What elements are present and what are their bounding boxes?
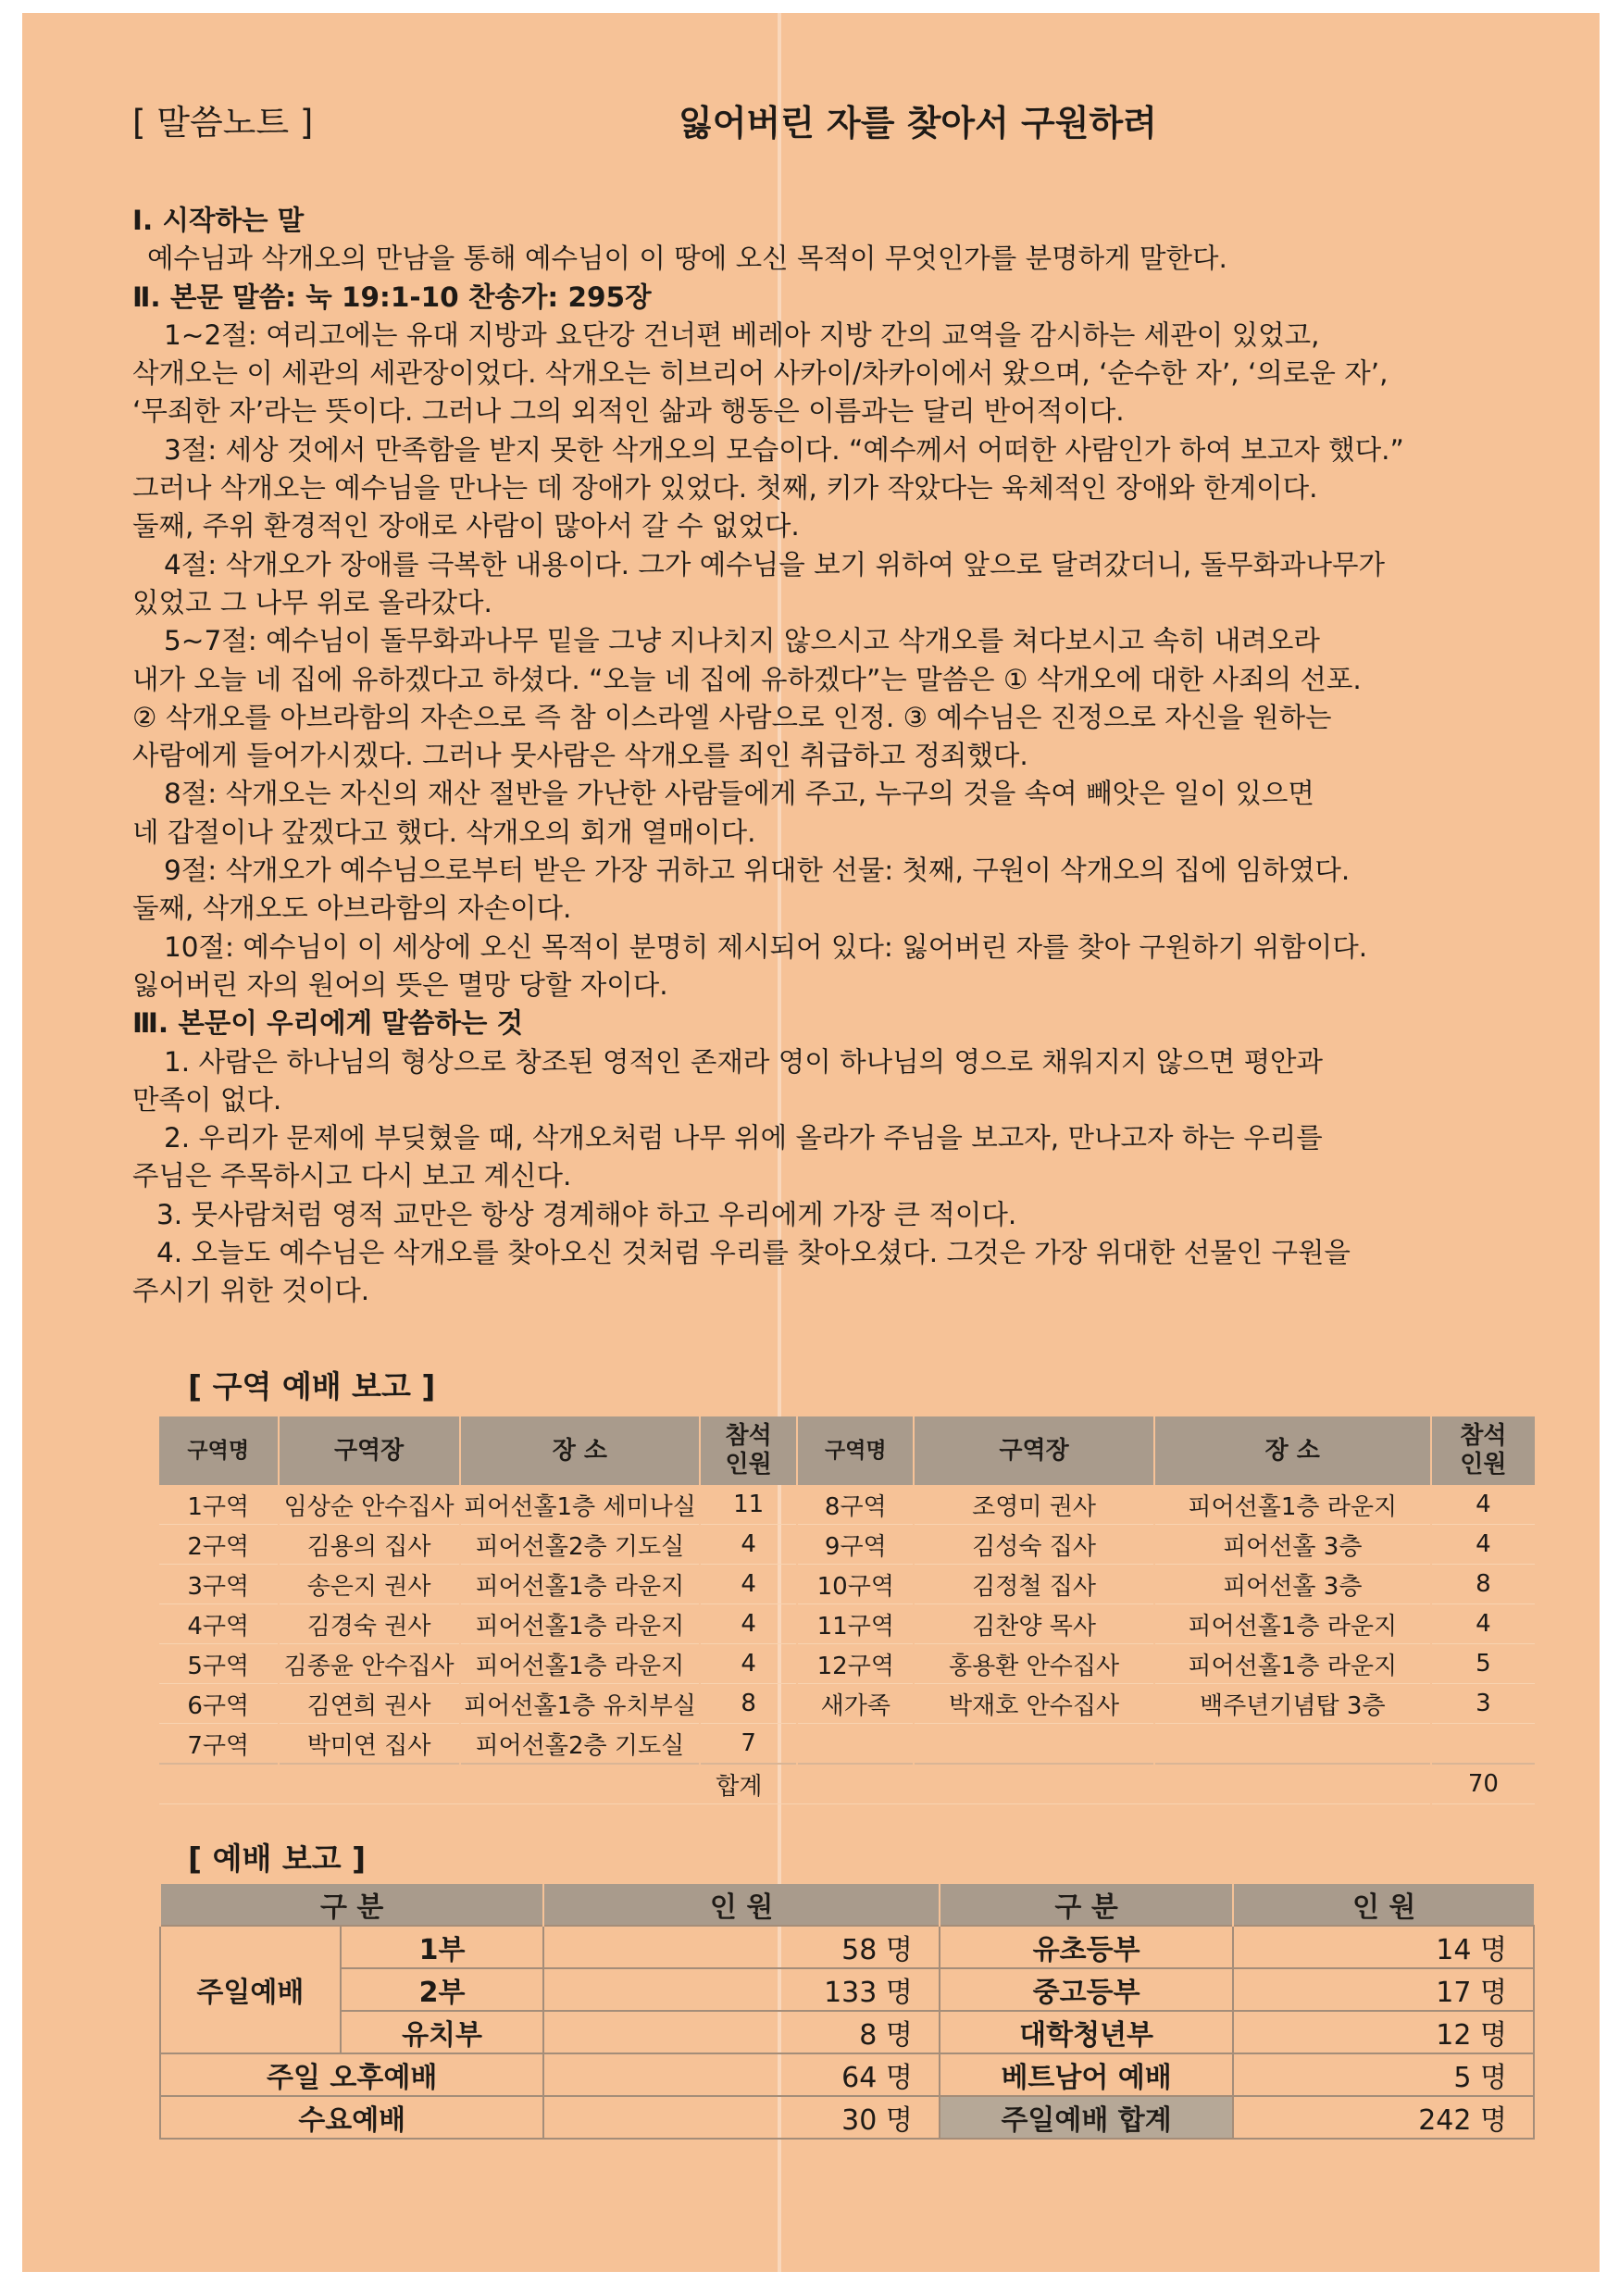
wednesday-worship-count: 30 명 — [543, 2096, 939, 2139]
section-heading: Ⅰ. 시작하는 말 — [132, 205, 305, 236]
table-row — [159, 1525, 1535, 1565]
col-district: 구역명 — [159, 1416, 279, 1485]
sermon-line: 10절: 예수님이 이 세상에 오신 목적이 분명히 제시되어 있다: 잃어버린 자를 찾아 구원하기 위함이다. — [164, 930, 1368, 963]
district-place: 피어선홀 3층 — [1154, 1565, 1431, 1604]
district-attendance: 4 — [1431, 1485, 1535, 1525]
sermon-line: 9절: 삭개오가 예수님으로부터 받은 가장 귀하고 위대한 선물: 첫째, 구원이 삭개오의 집에 임하였다. — [164, 855, 1351, 887]
district-name: 12구역 — [797, 1644, 914, 1684]
sermon-line: 8절: 삭개오는 자신의 재산 절반을 가난한 사람들에게 주고, 누구의 것을 속여 빼앗은 일이 있으면 — [164, 778, 1314, 810]
district-attendance: 4 — [700, 1644, 797, 1684]
district-name: 1구역 — [159, 1485, 279, 1525]
afternoon-worship-count: 64 명 — [543, 2053, 939, 2096]
sermon-line: 4절: 삭개오가 장애를 극복한 내용이다. 그가 예수님을 보기 위하여 앞으로 달려갔더니, 돌무화과나무가 — [164, 548, 1385, 580]
table-row — [159, 1644, 1535, 1684]
district-leader: 김연희 권사 — [279, 1684, 460, 1724]
col-category-right: 구 분 — [940, 1884, 1234, 1926]
table-row — [160, 1968, 1534, 2011]
district-attendance: 4 — [1431, 1604, 1535, 1644]
sermon-line: ‘무죄한 자’라는 뜻이다. 그러나 그의 외적인 삶과 행동은 이름과는 달리 반어적이다. — [132, 395, 1125, 428]
service-count: 133 명 — [543, 1968, 939, 2011]
district-attendance: 4 — [700, 1565, 797, 1604]
district-leader: 홍용환 안수집사 — [914, 1644, 1153, 1684]
district-place — [1154, 1724, 1431, 1765]
dept-label: 유초등부 — [940, 1926, 1234, 1968]
district-attendance: 7 — [700, 1724, 797, 1765]
district-place: 피어선홀2층 기도실 — [460, 1724, 700, 1765]
sermon-line: 주시기 위한 것이다. — [132, 1275, 370, 1307]
sunday-total-label: 주일예배 합계 — [940, 2096, 1234, 2139]
district-place: 백주년기념탑 3층 — [1154, 1684, 1431, 1724]
table-row — [160, 2011, 1534, 2053]
col-attendance: 참석 인원 — [700, 1416, 797, 1485]
sermon-line: 내가 오늘 네 집에 유하겠다고 하셨다. “오늘 네 집에 유하겠다”는 말씀은 ① 삭개오에 대한 사죄의 선포. — [132, 663, 1362, 695]
district-place: 피어선홀1층 세미나실 — [460, 1485, 700, 1525]
district-header-row — [159, 1416, 1535, 1485]
district-name — [797, 1724, 914, 1765]
col-leader: 구역장 — [279, 1416, 460, 1485]
section-heading: Ⅲ. 본문이 우리에게 말씀하는 것 — [132, 1007, 524, 1040]
district-attendance: 8 — [700, 1684, 797, 1724]
col-place: 장 소 — [460, 1416, 700, 1485]
col-leader: 구역장 — [914, 1416, 1153, 1485]
service-count: 8 명 — [543, 2011, 939, 2053]
table-row — [160, 1926, 1534, 1968]
district-attendance — [1431, 1724, 1535, 1765]
district-leader: 김경숙 권사 — [279, 1604, 460, 1644]
district-place: 피어선홀1층 라운지 — [1154, 1604, 1431, 1644]
district-name: 5구역 — [159, 1644, 279, 1684]
district-attendance: 8 — [1431, 1565, 1535, 1604]
col-attendance: 참석 인원 — [1431, 1416, 1535, 1485]
table-row — [160, 2053, 1534, 2096]
service-label: 2부 — [341, 1968, 544, 2011]
page-header — [132, 94, 1521, 150]
header-tag: [ 말씀노트 ] — [132, 103, 314, 143]
worship-report-table — [159, 1884, 1535, 2140]
sermon-line: 만족이 없다. — [132, 1083, 282, 1116]
district-name: 9구역 — [797, 1525, 914, 1565]
district-leader: 김찬양 목사 — [914, 1604, 1153, 1644]
district-leader: 박재호 안수집사 — [914, 1684, 1153, 1724]
sermon-line: 주님은 주목하시고 다시 보고 계신다. — [132, 1160, 572, 1192]
district-place: 피어선홀1층 라운지 — [1154, 1644, 1431, 1684]
table-row — [159, 1485, 1535, 1525]
col-count-right: 인 원 — [1233, 1884, 1534, 1926]
district-name: 11구역 — [797, 1604, 914, 1644]
sermon-line: 둘째, 주위 환경적인 장애로 사람이 많아서 갈 수 없었다. — [132, 510, 800, 543]
district-place: 피어선홀1층 라운지 — [460, 1644, 700, 1684]
district-attendance: 3 — [1431, 1684, 1535, 1724]
district-name: 3구역 — [159, 1565, 279, 1604]
district-attendance: 11 — [700, 1485, 797, 1525]
service-count: 58 명 — [543, 1926, 939, 1968]
service-label: 유치부 — [341, 2011, 544, 2053]
worship-header-row — [160, 1884, 1534, 1926]
col-district: 구역명 — [797, 1416, 914, 1485]
district-name: 10구역 — [797, 1565, 914, 1604]
sermon-line: 4. 오늘도 예수님은 삭개오를 찾아오신 것처럼 우리를 찾아오셨다. 그것은 가장 위대한 선물인 구원을 — [156, 1237, 1351, 1269]
sunday-total-count: 242 명 — [1233, 2096, 1534, 2139]
dept-label: 중고등부 — [940, 1968, 1234, 2011]
table-row — [160, 2096, 1534, 2139]
district-name: 4구역 — [159, 1604, 279, 1644]
district-place: 피어선홀1층 라운지 — [460, 1604, 700, 1644]
district-leader: 임상순 안수집사 — [279, 1485, 460, 1525]
sermon-line: 있었고 그 나무 위로 올라갔다. — [132, 586, 492, 618]
district-leader: 김정철 집사 — [914, 1565, 1153, 1604]
district-leader — [914, 1724, 1153, 1765]
table-row — [159, 1724, 1535, 1765]
section-heading: Ⅱ. 본문 말씀: 눅 19:1-10 찬송가: 295장 — [132, 281, 652, 313]
sermon-line: 5~7절: 예수님이 돌무화과나무 밑을 그냥 지나치지 않으시고 삭개오를 쳐다보시고 속히 내려오라 — [164, 625, 1320, 657]
service-label: 1부 — [341, 1926, 544, 1968]
district-report-table — [159, 1416, 1535, 1804]
district-name: 2구역 — [159, 1525, 279, 1565]
wednesday-worship-label: 수요예배 — [160, 2096, 543, 2139]
dept-label: 대학청년부 — [940, 2011, 1234, 2053]
district-place: 피어선홀1층 라운지 — [460, 1565, 700, 1604]
dept-count: 14 명 — [1233, 1926, 1534, 1968]
district-leader: 김종윤 안수집사 — [279, 1644, 460, 1684]
page-title: 잃어버린 자를 찾아서 구원하려 — [679, 103, 1157, 144]
sermon-line: 3. 뭇사람처럼 영적 교만은 항상 경계해야 하고 우리에게 가장 큰 적이다. — [156, 1198, 1017, 1230]
sermon-line: 예수님과 삭개오의 만남을 통해 예수님이 이 땅에 오신 목적이 무엇인가를 분명하게 말한다. — [147, 243, 1227, 275]
district-leader: 송은지 권사 — [279, 1565, 460, 1604]
afternoon-worship-label: 주일 오후예배 — [160, 2053, 543, 2096]
district-name: 6구역 — [159, 1684, 279, 1724]
dept-count: 12 명 — [1233, 2011, 1534, 2053]
district-leader: 김성숙 집사 — [914, 1525, 1153, 1565]
district-place: 피어선홀1층 유치부실 — [460, 1684, 700, 1724]
district-leader: 박미연 집사 — [279, 1724, 460, 1765]
district-attendance: 4 — [700, 1604, 797, 1644]
sermon-line: 그러나 삭개오는 예수님을 만나는 데 장애가 있었다. 첫째, 키가 작았다는 육체적인 장애와 한계이다. — [132, 472, 1318, 505]
district-attendance: 4 — [1431, 1525, 1535, 1565]
col-place: 장 소 — [1154, 1416, 1431, 1485]
sunday-worship-label: 주일예배 — [160, 1926, 341, 2053]
total-value: 70 — [1431, 1764, 1535, 1804]
district-leader: 조영미 권사 — [914, 1485, 1153, 1525]
dept-label: 베트남어 예배 — [940, 2053, 1234, 2096]
district-place: 피어선홀2층 기도실 — [460, 1525, 700, 1565]
total-row — [159, 1764, 1535, 1804]
sermon-line: 1. 사람은 하나님의 형상으로 창조된 영적인 존재라 영이 하나님의 영으로 채워지지 않으면 평안과 — [164, 1045, 1324, 1078]
sermon-line: 둘째, 삭개오도 아브라함의 자손이다. — [132, 892, 572, 925]
district-leader: 김용의 집사 — [279, 1525, 460, 1565]
district-place: 피어선홀1층 라운지 — [1154, 1485, 1431, 1525]
table-row — [159, 1604, 1535, 1644]
district-report-title: [ 구역 예배 보고 ] — [188, 1368, 436, 1404]
sermon-line: 잃어버린 자의 원어의 뜻은 멸망 당할 자이다. — [132, 968, 668, 1001]
sermon-line: 네 갑절이나 갚겠다고 했다. 삭개오의 회개 열매이다. — [132, 816, 756, 848]
sermon-line: 3절: 세상 것에서 만족함을 받지 못한 삭개오의 모습이다. “예수께서 어떠한 사람인가 하여 보고자 했다.” — [164, 433, 1404, 466]
district-name: 새가족 — [797, 1684, 914, 1724]
sermon-line: 삭개오는 이 세관의 세관장이었다. 삭개오는 히브리어 사카이/차카이에서 왔으며, ‘순수한 자’, ‘의로운 자’, — [132, 357, 1389, 390]
district-place: 피어선홀 3층 — [1154, 1525, 1431, 1565]
sermon-line: 2. 우리가 문제에 부딪혔을 때, 삭개오처럼 나무 위에 올라가 주님을 보고자, 만나고자 하는 우리를 — [164, 1122, 1323, 1154]
district-attendance: 4 — [700, 1525, 797, 1565]
table-row — [159, 1565, 1535, 1604]
sermon-line: 1~2절: 여리고에는 유대 지방과 요단강 건너편 베레아 지방 간의 교역을 감시하는 세관이 있었고, — [164, 318, 1320, 351]
col-category: 구 분 — [160, 1884, 543, 1926]
dept-count: 17 명 — [1233, 1968, 1534, 2011]
dept-count: 5 명 — [1233, 2053, 1534, 2096]
col-count: 인 원 — [543, 1884, 939, 1926]
district-attendance: 5 — [1431, 1644, 1535, 1684]
district-name: 8구역 — [797, 1485, 914, 1525]
sermon-note — [132, 202, 1521, 1311]
total-label: 합계 — [159, 1764, 1431, 1804]
sermon-line: ② 삭개오를 아브라함의 자손으로 즉 참 이스라엘 사람으로 인정. ③ 예수님은 진정으로 자신을 원하는 — [132, 701, 1332, 733]
sermon-line: 사람에게 들어가시겠다. 그러나 뭇사람은 삭개오를 죄인 취급하고 정죄했다. — [132, 740, 1028, 772]
table-row — [159, 1684, 1535, 1724]
district-name: 7구역 — [159, 1724, 279, 1765]
worship-report-title: [ 예배 보고 ] — [188, 1841, 367, 1877]
